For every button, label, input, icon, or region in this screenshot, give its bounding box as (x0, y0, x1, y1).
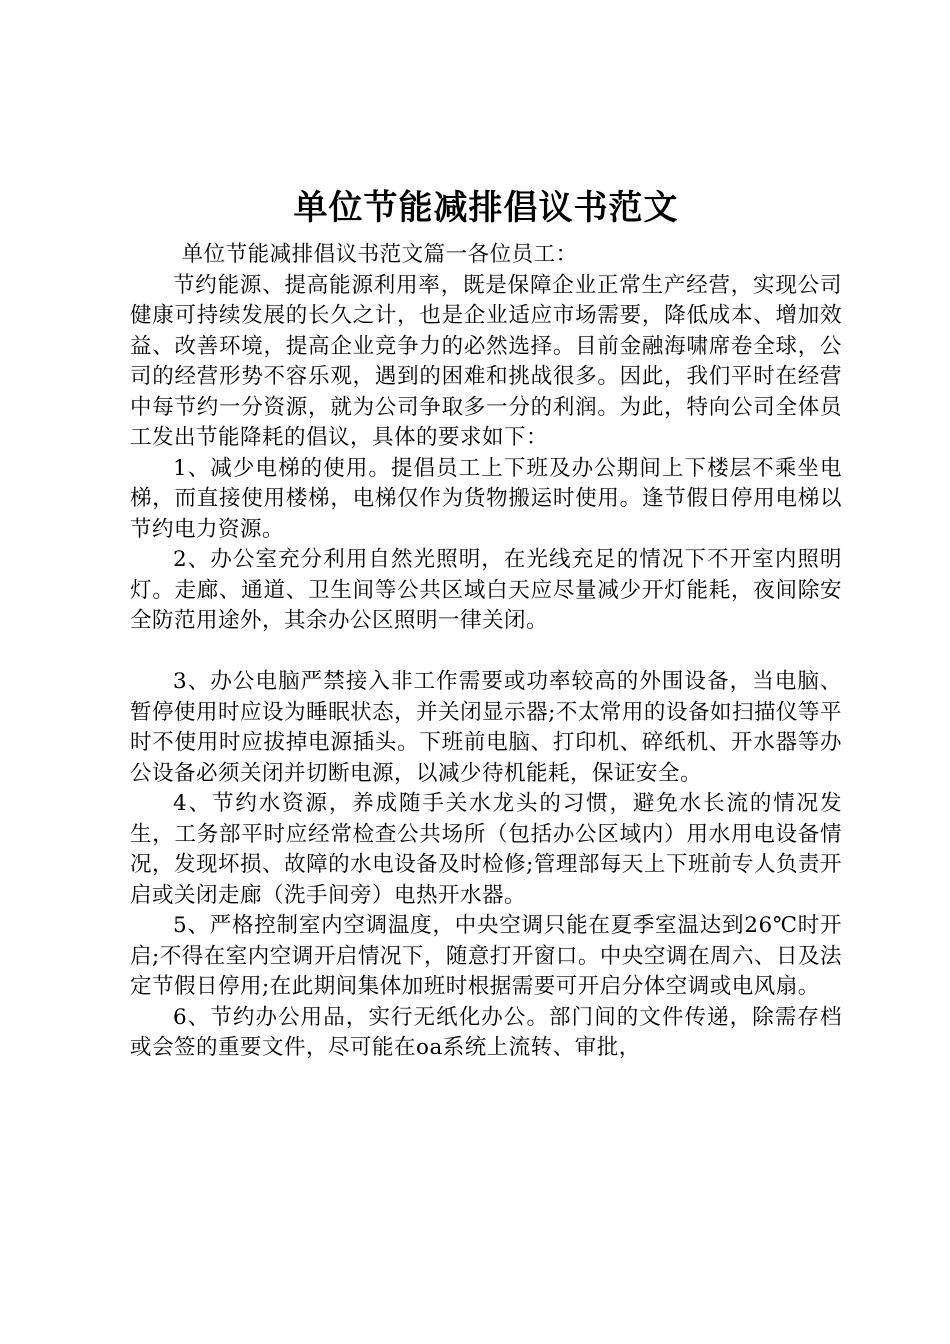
blank-line (130, 637, 842, 668)
document-page (130, 180, 842, 1064)
document-title: 单位节能减排倡议书范文 (293, 188, 679, 228)
intro-paragraph: 节约能源、提高能源利用率，既是保障企业正常生产经营，实现公司健康可持续发展的长久之计，也是企业适应市场需要，降低成本、增加效益、改善环境，提高企业竞争力的必然选择。目前金融海啸席卷全球，公司的经营形势不容乐观，遇到的困难和挑战很多。因此，我们平时在经营中每节约一分资源，就为公司争取多一分的利润。为此，特向公司全体员工发出节能降耗的倡议，具体的要求如下： (130, 272, 842, 450)
salutation-paragraph: 单位节能减排倡议书范文篇一各位员工： (181, 242, 578, 267)
item-4-paragraph: 4、节约水资源，养成随手关水龙头的习惯，避免水长流的情况发生，工务部平时应经常检查公共场所（包括办公区域内）用水用电设备情况，发现坏损、故障的水电设备及时检修;管理部每天上下班前专人负责开启或关闭走廊（洗手间旁）电热开水器。 (130, 791, 842, 908)
item-5-paragraph: 5、严格控制室内空调温度，中央空调只能在夏季室温达到26℃时开启;不得在室内空调开启情况下，随意打开窗口。中央空调在周六、日及法定节假日停用;在此期间集体加班时根据需要可开启分体空调或电风扇。 (130, 913, 842, 999)
item-3-paragraph: 3、办公电脑严禁接入非工作需要或功率较高的外围设备，当电脑、暂停使用时应设为睡眠状态，并关闭显示器;不太常用的设备如扫描仪等平时不使用时应拔掉电源插头。下班前电脑、打印机、碎纸机、开水器等办公设备必须关闭并切断电源，以减少待机能耗，保证安全。 (130, 669, 842, 786)
item-1-paragraph: 1、减少电梯的使用。提倡员工上下班及办公期间上下楼层不乘坐电梯，而直接使用楼梯，电梯仅作为货物搬运时使用。逢节假日停用电梯以节约电力资源。 (130, 455, 842, 542)
item-6-paragraph: 6、节约办公用品，实行无纸化办公。部门间的文件传递，除需存档或会签的重要文件，尽可能在oa系统上流转、审批， (130, 1004, 842, 1060)
item-2-paragraph: 2、办公室充分利用自然光照明，在光线充足的情况下不开室内照明灯。走廊、通道、卫生间等公共区域白天应尽量减少开灯能耗，夜间除安全防范用途外，其余办公区照明一律关闭。 (130, 547, 842, 633)
